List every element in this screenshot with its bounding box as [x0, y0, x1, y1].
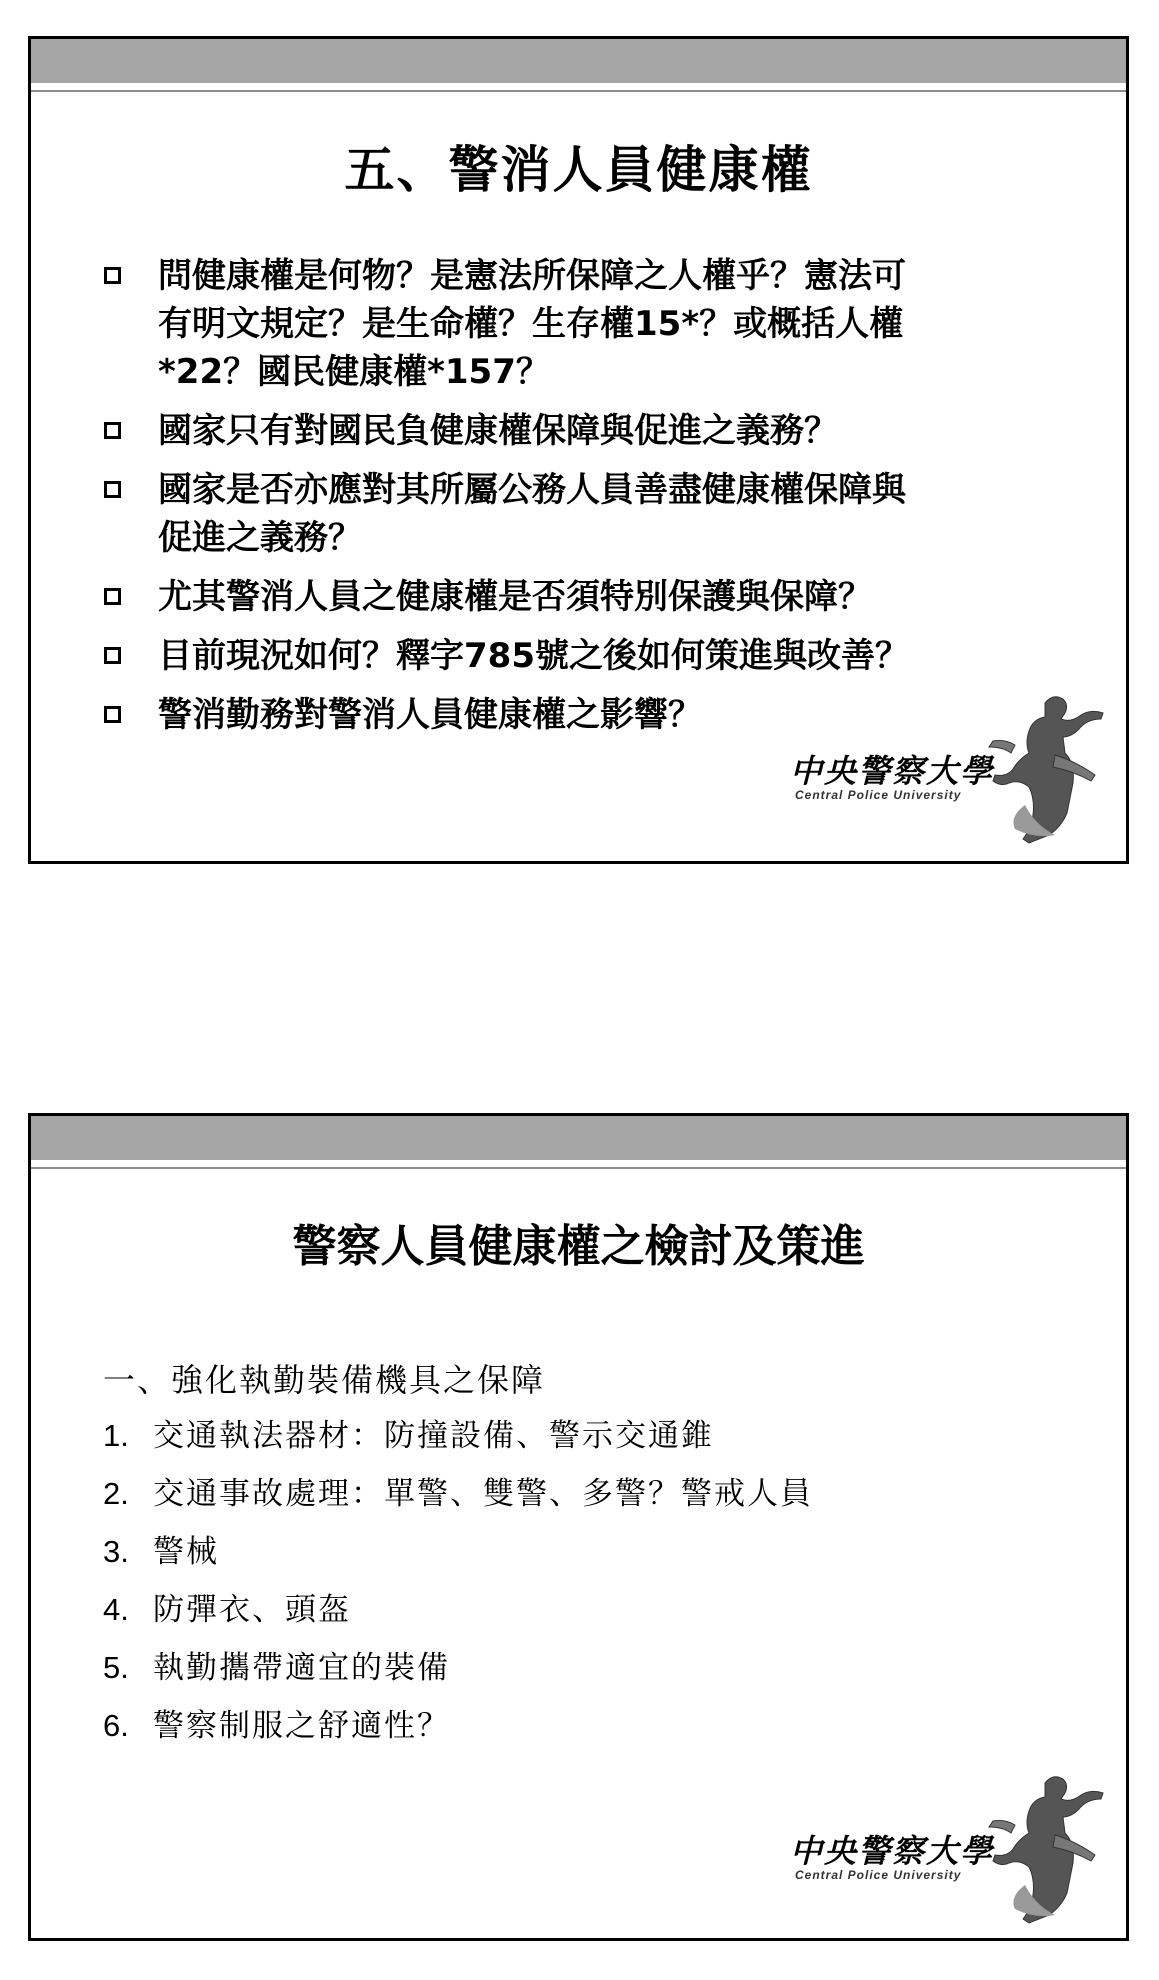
bullet-item — [98, 252, 1098, 396]
item-number: 2. — [103, 1476, 129, 1511]
item-text: 交通執法器材：防撞設備、警示交通錐 — [153, 1418, 714, 1454]
bullet-line: *22？國民健康權*157？ — [158, 352, 550, 392]
bullet-item — [98, 573, 1098, 621]
bullet-line: 尤其警消人員之健康權是否須特別保護與保障？ — [158, 577, 872, 617]
hollow-square-bullet-icon — [104, 588, 121, 605]
bullet-item — [98, 632, 1098, 680]
bullet-line: 促進之義務？ — [158, 518, 362, 558]
numbered-item — [103, 1697, 813, 1755]
item-number: 6. — [103, 1708, 129, 1743]
logo-english-text: Central Police University — [795, 788, 962, 802]
bullet-line: 國家只有對國民負健康權保障與促進之義務？ — [158, 411, 838, 451]
item-text: 警械 — [153, 1534, 219, 1570]
slide-1-title: 五、警消人員健康權 — [344, 140, 813, 199]
section-heading: 一、強化執勤裝備機具之保障 — [103, 1361, 546, 1399]
university-logo — [790, 690, 1110, 840]
slide-header-bar — [31, 39, 1126, 83]
slide-header-bar — [31, 1116, 1126, 1160]
numbered-item — [103, 1465, 813, 1523]
hollow-square-bullet-icon — [104, 422, 121, 439]
item-text: 執勤攜帶適宜的裝備 — [153, 1650, 450, 1686]
bullet-line: 有明文規定？是生命權？生存權15*？或概括人權 — [158, 304, 904, 344]
numbered-item — [103, 1407, 813, 1465]
slide-2-title: 警察人員健康權之檢討及策進 — [292, 1221, 865, 1272]
item-number: 1. — [103, 1418, 129, 1453]
numbered-item — [103, 1639, 813, 1697]
bullet-line: 問健康權是何物？是憲法所保障之人權乎？憲法可 — [158, 256, 906, 296]
bullet-line: 國家是否亦應對其所屬公務人員善盡健康權保障與 — [158, 470, 906, 510]
hollow-square-bullet-icon — [104, 647, 121, 664]
bullet-item — [98, 466, 1098, 562]
hollow-square-bullet-icon — [104, 267, 121, 284]
logo-chinese-text: 中央警察大學 — [790, 1832, 995, 1870]
numbered-item — [103, 1523, 813, 1581]
item-text: 交通事故處理：單警、雙警、多警？警戒人員 — [153, 1476, 813, 1512]
slide-2-item-list — [103, 1407, 813, 1755]
logo-english-text: Central Police University — [795, 1868, 962, 1882]
slide-header-rule — [31, 1167, 1126, 1169]
bullet-line: 目前現況如何？釋字785號之後如何策進與改善？ — [158, 636, 909, 676]
slide-1-bullet-list — [98, 252, 1098, 750]
hollow-square-bullet-icon — [104, 706, 121, 723]
item-number: 4. — [103, 1592, 129, 1627]
bullet-item — [98, 407, 1098, 455]
university-logo — [790, 1770, 1110, 1920]
hollow-square-bullet-icon — [104, 481, 121, 498]
slide-header-rule — [31, 90, 1126, 92]
logo-chinese-text: 中央警察大學 — [790, 752, 995, 790]
statue-icon — [985, 685, 1110, 845]
item-text: 警察制服之舒適性？ — [153, 1708, 450, 1744]
numbered-item — [103, 1581, 813, 1639]
item-text: 防彈衣、頭盔 — [153, 1592, 351, 1628]
item-number: 3. — [103, 1534, 129, 1569]
statue-icon — [985, 1765, 1110, 1925]
bullet-line: 警消勤務對警消人員健康權之影響？ — [158, 695, 702, 735]
item-number: 5. — [103, 1650, 129, 1685]
